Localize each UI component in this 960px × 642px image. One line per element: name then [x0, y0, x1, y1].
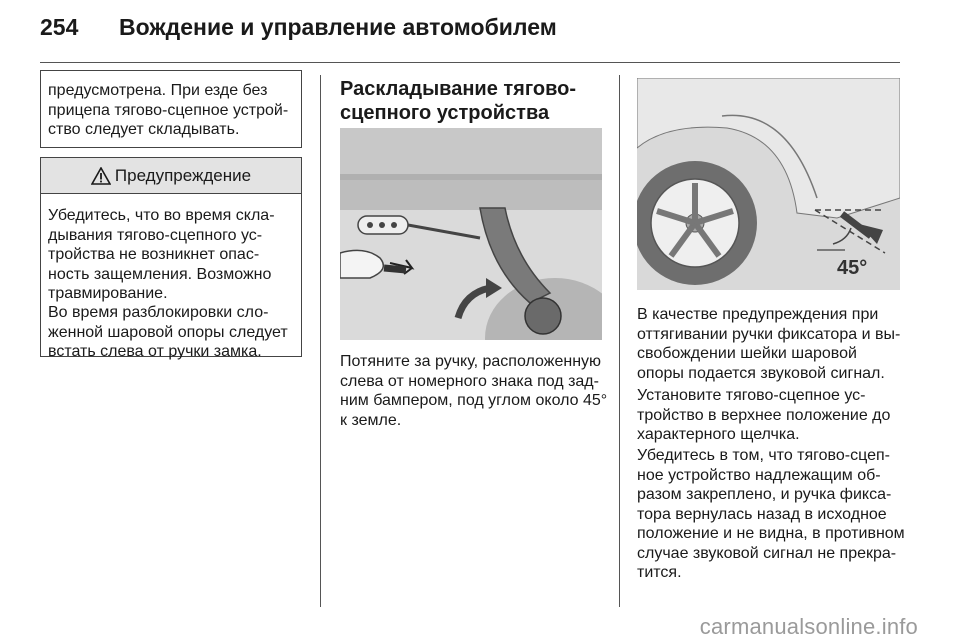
page-header — [40, 14, 920, 48]
warning-line: травмирование. — [48, 285, 168, 302]
wheel-figure-svg — [637, 78, 900, 290]
warning-line: дывания тягово-сцепного ус- — [48, 226, 263, 244]
section-title-line: Раскладывание тягово- — [340, 78, 577, 100]
right-text-3 — [637, 446, 907, 583]
warning-title: Предупреждение — [114, 165, 252, 185]
right-line: оттягивании ручки фиксатора и вы- — [637, 325, 901, 343]
right-text-1 — [637, 305, 907, 383]
right-line: характерного щелчка. — [637, 426, 800, 443]
header-rule — [40, 62, 900, 63]
right-line: разом закреплено, и ручка фикса- — [637, 486, 892, 503]
warning-line: ность защемления. Возможно — [48, 265, 272, 283]
page-title: Вождение и управление автомобилем — [119, 14, 557, 40]
right-line: свобождении шейки шаровой — [637, 345, 857, 362]
warning-text-2 — [48, 303, 300, 362]
towbar-figure-svg — [340, 128, 602, 340]
right-line: Установите тягово-сцепное ус- — [637, 387, 866, 404]
intro-line: предусмотрена. При езде без — [48, 82, 268, 99]
right-line: тится. — [637, 564, 682, 581]
caption-line: Потяните за ручку, расположенную — [340, 353, 602, 370]
warning-line: Во время разблокировки сло- — [48, 304, 269, 321]
column-divider-right — [619, 75, 620, 607]
warning-triangle-icon — [91, 167, 111, 185]
page-number: 254 — [40, 14, 79, 40]
caption-line: к земле. — [340, 411, 402, 429]
right-line: опоры подается звуковой сигнал. — [637, 364, 885, 382]
warning-line: Убедитесь, что во время скла- — [48, 207, 275, 224]
right-line: случае звуковой сигнал не прекра- — [637, 544, 897, 562]
column-divider-left — [320, 75, 321, 607]
right-text-2 — [637, 386, 907, 445]
angle-label: 45° — [837, 257, 868, 279]
right-line: тора вернулась назад в исходное — [637, 505, 887, 523]
warning-header — [40, 157, 302, 194]
right-line: ное устройство надлежащим об- — [637, 466, 881, 484]
right-line: тройство в верхнее положение до — [637, 406, 891, 424]
watermark: carmanualsonline.info — [699, 614, 918, 639]
warning-text-1 — [48, 206, 300, 304]
right-line: положение и не видна, в противном — [637, 525, 905, 542]
caption-line: ним бампером, под углом около 45° — [340, 392, 608, 409]
intro-line: прицепа тягово-сцепное устрой- — [48, 101, 289, 119]
warning-line: женной шаровой опоры следует — [48, 323, 288, 341]
warning-line: тройства не возникнет опас- — [48, 246, 260, 263]
towbar-caption — [340, 352, 615, 430]
caption-line: слева от номерного знака под зад- — [340, 372, 599, 390]
wheel-angle-illustration — [637, 78, 900, 290]
intro-text — [48, 81, 300, 140]
intro-line: ство следует складывать. — [48, 121, 240, 138]
right-line: Убедитесь в том, что тягово-сцеп- — [637, 447, 890, 464]
section-title — [340, 77, 610, 125]
section-title-line: сцепного устройства — [340, 102, 550, 124]
towbar-handle-illustration — [340, 128, 602, 340]
warning-line: встать слева от ручки замка. — [48, 343, 262, 360]
right-line: В качестве предупреждения при — [637, 306, 879, 323]
